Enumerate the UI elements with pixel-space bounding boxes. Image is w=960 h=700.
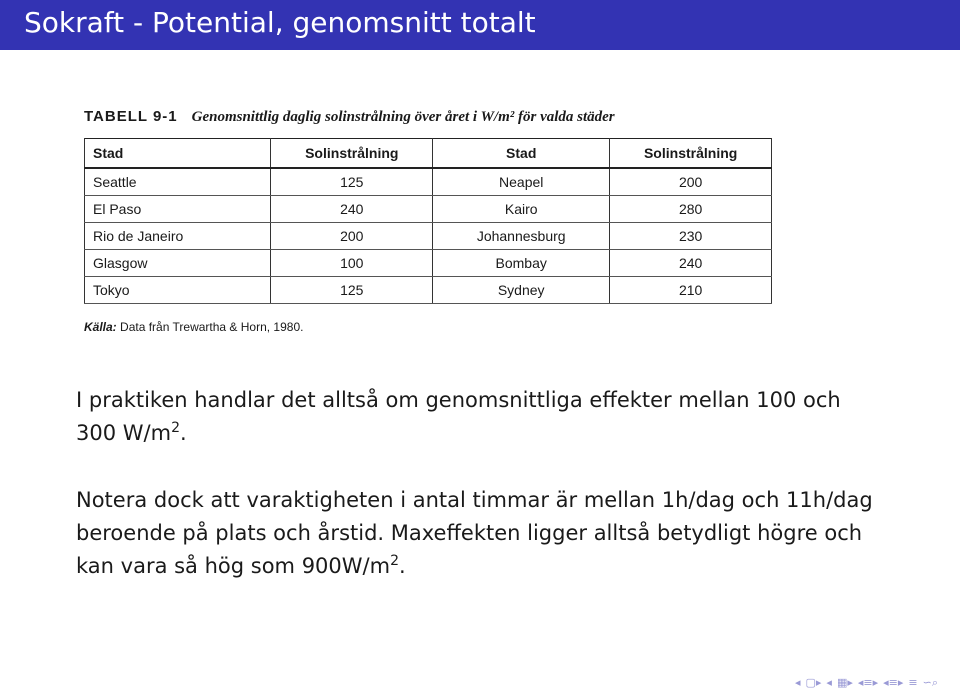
superscript: 2 (390, 553, 399, 569)
table-row (85, 196, 772, 223)
table-row (85, 277, 772, 304)
slide-title-bar (0, 0, 960, 50)
prev-subsection-icon[interactable]: ◂ (826, 676, 832, 689)
table-cell: Sydney (433, 277, 610, 304)
align-icon[interactable]: ≡ (908, 676, 918, 689)
header-irradiance-2: Solinstrålning (610, 139, 772, 169)
paragraph-average-effect (76, 384, 876, 450)
source-label: Källa: (84, 320, 117, 334)
paragraph-end: . (399, 554, 406, 578)
table-cell: 200 (610, 168, 772, 196)
source-text: Data från Trewartha & Horn, 1980. (120, 320, 304, 334)
irradiance-table (84, 138, 772, 304)
table-label: TABELL 9-1 (84, 108, 178, 125)
table-row (85, 223, 772, 250)
table-cell: 280 (610, 196, 772, 223)
table-cell: Neapel (433, 168, 610, 196)
table-figure (84, 108, 774, 334)
table-cell: Glasgow (85, 250, 271, 277)
table-cell: Seattle (85, 168, 271, 196)
table-cell: 210 (610, 277, 772, 304)
table-cell: 240 (271, 196, 433, 223)
next-subsection-icon[interactable]: ▦▸ (836, 676, 853, 689)
table-cell: Rio de Janeiro (85, 223, 271, 250)
header-irradiance-1: Solinstrålning (271, 139, 433, 169)
paragraph-end: . (179, 421, 187, 445)
prev-section-icon[interactable]: ◂≡▸ (857, 676, 879, 689)
table-cell: 240 (610, 250, 772, 277)
table-row (85, 250, 772, 277)
table-caption-text: Genomsnittlig daglig solinstrålning över året i W/m² för valda städer (191, 109, 615, 125)
header-city-1: Stad (85, 139, 271, 169)
first-frame-icon[interactable]: ◂ (794, 676, 801, 689)
header-city-2: Stad (433, 139, 610, 169)
table-header-row (85, 139, 772, 169)
table-cell: Johannesburg (433, 223, 610, 250)
paragraph-text: Notera dock att varaktigheten i antal timmar är mellan 1h/dag och 11h/dag beroende på plats och årstid. Maxeffekten ligger alltså betydligt högre och kan vara så hög som 900W/m (76, 488, 873, 578)
table-cell: 200 (271, 223, 433, 250)
table-cell: 230 (610, 223, 772, 250)
table-source (84, 320, 303, 334)
table-cell: Kairo (433, 196, 610, 223)
table-cell: 100 (271, 250, 433, 277)
table-cell: 125 (271, 277, 433, 304)
table-row (85, 168, 772, 196)
slide-title: Sokraft - Potential, genomsnitt totalt (24, 6, 536, 39)
table-caption (84, 108, 774, 126)
next-section-icon[interactable]: ◂≡▸ (883, 676, 904, 689)
table-cell: Bombay (433, 250, 610, 277)
table-cell: 125 (271, 168, 433, 196)
prev-frame-icon[interactable]: ▢▸ (805, 676, 822, 689)
table-cell: Tokyo (85, 277, 271, 304)
superscript: 2 (171, 420, 180, 436)
search-icon[interactable]: ∽⌕ (922, 676, 938, 689)
beamer-navigation (795, 676, 938, 690)
table-cell: El Paso (85, 196, 271, 223)
paragraph-duration-note (76, 484, 876, 583)
paragraph-text: I praktiken handlar det alltså om genomsnittliga effekter mellan 100 och 300 W/m (76, 388, 841, 445)
